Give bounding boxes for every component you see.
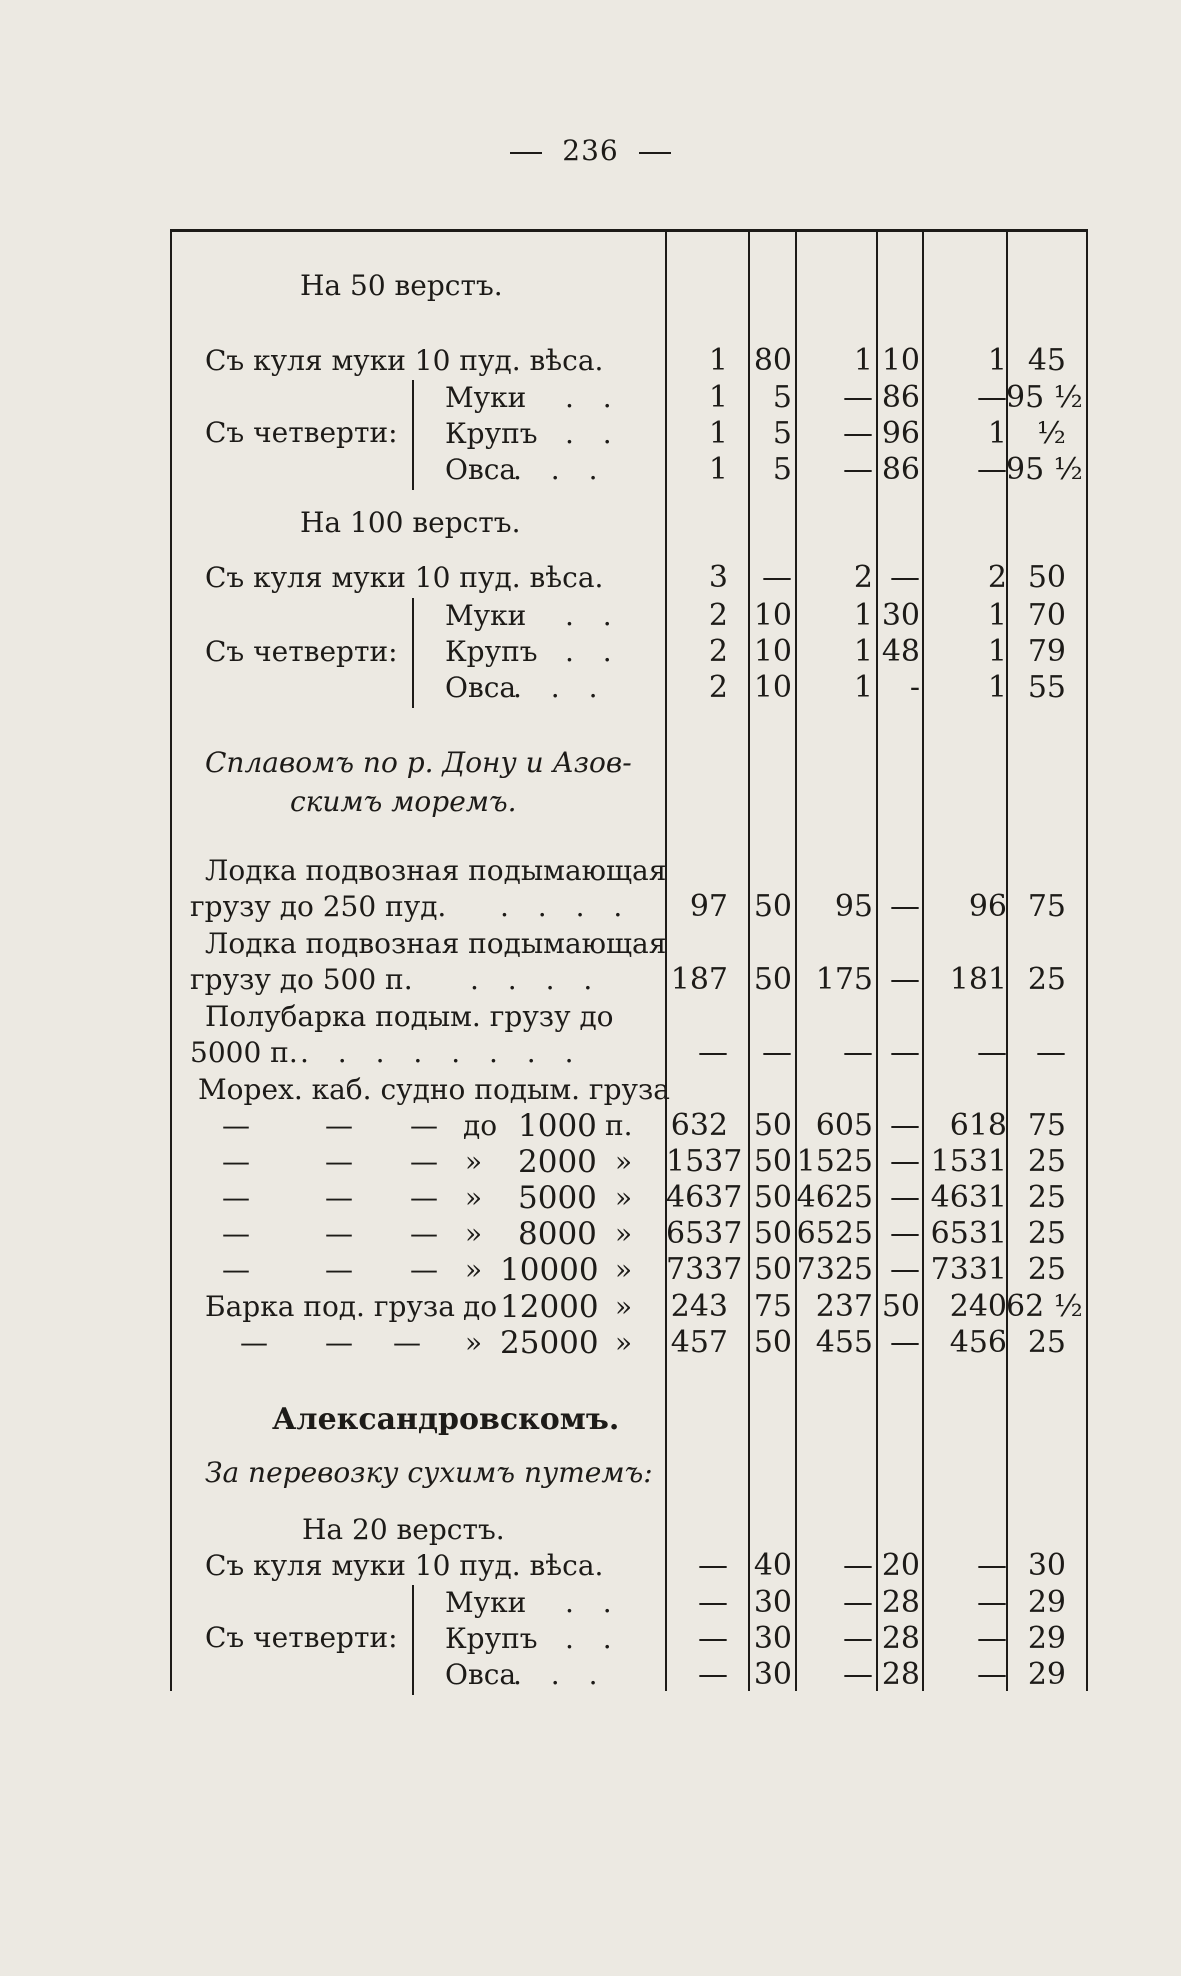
heading-100: На 100 верстъ. [300,506,521,539]
qty: 10000 [500,1252,599,1288]
cell-kop-1: 10 [753,598,792,633]
cell-rub-2: 237 [815,1289,873,1324]
cell-kop-1: 50 [753,1252,792,1287]
cell-rub-3: — [977,1585,1007,1620]
row-label: Муки [445,381,527,414]
cell-rub-3: 1 [987,634,1007,669]
cell-kop-2: 30 [881,598,920,633]
table-row [0,1108,1181,1144]
cell-rub-1: — [698,1657,728,1692]
cell-rub-2: — [843,1585,873,1620]
cell-kop-3: 25 [1027,1325,1066,1360]
ditto-dash: — [222,1253,250,1286]
row-label: Крупъ [445,635,538,668]
moreh-label: Морех. каб. судно подым. груза [198,1073,670,1106]
cell-kop-2: 50 [881,1289,920,1324]
cell-kop-3: ½ [1036,416,1066,451]
cell-kop-3: 75 [1027,889,1066,924]
cell-rub-1: 1 [708,380,728,415]
cell-rub-3: 1 [987,598,1007,633]
cell-kop-2: — [890,1180,920,1215]
cell-rub-2: 2 [853,560,873,595]
cell-rub-2: 605 [815,1108,873,1143]
ditto-dash: — [325,1217,353,1250]
lodka1-label-cont: грузу до 250 пуд. [190,890,447,923]
ditto-dash: — [222,1217,250,1250]
cell-kop-3: 29 [1027,1657,1066,1692]
section-heading [0,505,1181,541]
cell-rub-1: 457 [670,1325,728,1360]
row-label: Овса [445,671,517,704]
cell-rub-3: — [977,1035,1007,1070]
unit: » [615,1326,633,1359]
table-top-rule [170,229,1088,232]
ditto-dash: — [410,1181,438,1214]
table-row [0,1325,1181,1361]
cell-rub-2: 1 [853,598,873,633]
cell-rub-2: 1525 [796,1144,873,1179]
polubarka-label-cont: 5000 п. [190,1036,298,1069]
cell-kop-3: 29 [1027,1585,1066,1620]
cell-kop-1: 50 [753,1144,792,1179]
qty: 25000 [500,1325,599,1361]
cell-kop-2: 10 [881,343,920,378]
heading-20: На 20 верстъ. [302,1513,505,1546]
cell-rub-1: 4637 [666,1180,743,1215]
cell-kop-2: 20 [881,1548,920,1583]
cell-kop-2: 28 [881,1621,920,1656]
cell-kop-2: — [890,560,920,595]
cell-kop-1: 50 [753,1180,792,1215]
cell-kop-3: 29 [1027,1621,1066,1656]
table-row: Овса . . . 1 5 — 86 — 95 ½ [445,452,1083,487]
cell-rub-3: 4631 [930,1180,1007,1215]
cell-rub-2: 1 [853,634,873,669]
cell-kop-3: 25 [1027,962,1066,997]
cell-kop-2: — [890,1144,920,1179]
ditto-dash: — [325,1181,353,1214]
cell-kop-1: 30 [753,1657,792,1692]
cell-rub-3: — [977,452,1007,487]
row-label: Муки [445,599,527,632]
barka-label: Барка под. груза [205,1290,455,1323]
row-label: Съ куля муки 10 пуд. вѣса. [205,344,604,377]
cell-kop-3: 62 ½ [1006,1289,1083,1324]
cell-rub-2: — [843,452,873,487]
table-row: Муки . . — 30 — 28 — 29 [445,1585,1066,1620]
cell-kop-2: 28 [881,1657,920,1692]
ditto-dash: — [325,1145,353,1178]
cell-rub-1: 1 [708,343,728,378]
table-row: Муки . . 2 10 1 30 1 70 [445,598,1066,633]
table-row: Овса . . . — 30 — 28 — 29 [445,1657,1066,1692]
table-row: Крупъ . . — 30 — 28 — 29 [445,1621,1066,1656]
ditto-dash: — [325,1109,353,1142]
cell-rub-1: 97 [689,889,728,924]
cell-kop-2: — [890,889,920,924]
cell-rub-2: 175 [815,962,873,997]
cell-kop-2: 28 [881,1585,920,1620]
cell-rub-3: 96 [968,889,1007,924]
table-row: Крупъ . . 2 10 1 48 1 79 [445,634,1066,669]
cell-rub-2: 7325 [796,1252,873,1287]
unit: п. [605,1109,633,1142]
cell-kop-3: 50 [1027,560,1066,595]
cell-rub-3: 6531 [930,1216,1007,1251]
cell-rub-1: 187 [670,962,728,997]
cell-rub-2: — [843,380,873,415]
cell-kop-1: 40 [753,1548,792,1583]
page-number-value: 236 [562,134,619,167]
unit: » [615,1145,633,1178]
cell-rub-1: 632 [670,1108,728,1143]
cell-kop-3: 30 [1027,1548,1066,1583]
lodka2-label-cont: грузу до 500 п. [190,963,413,996]
qty: 1000 [518,1108,597,1144]
ditto-dash: — [410,1253,438,1286]
lodka2-label: Лодка подвозная подымающая [205,927,667,960]
cell-kop-1: 50 [753,962,792,997]
cell-kop-2: — [890,1035,920,1070]
table-row: Муки . . 1 5 — 86 — 95 ½ [445,380,1083,415]
cell-kop-1: 50 [753,889,792,924]
alex-subheading: За перевозку сухимъ путемъ: [205,1456,653,1489]
cell-rub-2: — [843,1621,873,1656]
cell-kop-3: 25 [1027,1216,1066,1251]
ditto-dash: — [222,1181,250,1214]
cell-kop-1: 80 [753,343,792,378]
heading-50: На 50 верстъ. [300,269,503,302]
cell-rub-3: 2 [987,560,1007,595]
cell-rub-1: 6537 [666,1216,743,1251]
cell-rub-3: — [977,1548,1007,1583]
row-label: Крупъ [445,417,538,450]
cell-rub-3: 456 [949,1325,1007,1360]
cell-rub-3: 7331 [930,1252,1007,1287]
cell-kop-3: 70 [1027,598,1066,633]
ditto-dash: — [222,1109,250,1142]
cell-kop-3: 25 [1027,1180,1066,1215]
cell-rub-1: — [698,1585,728,1620]
lodka1-label: Лодка подвозная подымающая [205,854,667,887]
cell-kop-1: 30 [753,1621,792,1656]
row-label: Муки [445,1586,527,1619]
qty: 2000 [518,1144,597,1180]
cell-rub-3: 1 [987,670,1007,705]
cell-kop-2: — [890,1108,920,1143]
cell-kop-1: 50 [753,1216,792,1251]
unit: » [615,1217,633,1250]
cell-rub-2: — [843,1035,873,1070]
table-row: грузу до 500 п. . . . . 187 50 175 — 181 25 [190,962,1066,997]
dash-right [639,152,671,154]
cell-kop-3: 25 [1027,1252,1066,1287]
row-label: Овса [445,453,517,486]
dash-left [510,152,542,154]
ditto-dash: — [410,1145,438,1178]
cell-kop-3: 45 [1027,343,1066,378]
do-label: » [465,1326,483,1359]
cell-kop-2: — [890,1252,920,1287]
unit: » [615,1290,633,1323]
table-row: грузу до 250 пуд. . . . . 97 50 95 — 96 75 [190,889,1066,924]
cell-rub-2: 4625 [796,1180,873,1215]
table-row [0,560,1181,596]
chetverti-label: Съ четверти: [205,635,398,668]
do-label: » [465,1253,483,1286]
cell-rub-2: 455 [815,1325,873,1360]
cell-rub-3: — [977,1657,1007,1692]
do-label: до [463,1109,498,1142]
cell-kop-1: 5 [772,416,792,451]
cell-rub-1: 3 [708,560,728,595]
table-row [0,1180,1181,1216]
qty: 5000 [518,1180,597,1216]
cell-rub-2: 1 [853,343,873,378]
ditto-dash: — [325,1253,353,1286]
cell-rub-2: 95 [834,889,873,924]
table-row [0,1289,1181,1325]
cell-rub-2: 1 [853,670,873,705]
cell-rub-1: 2 [708,670,728,705]
qty: 12000 [500,1289,599,1325]
cell-kop-2: - [909,670,920,705]
cell-kop-3: 79 [1027,634,1066,669]
cell-kop-1: 10 [753,634,792,669]
cell-rub-1: 243 [670,1289,728,1324]
cell-kop-3: 55 [1027,670,1066,705]
do-label: » [465,1217,483,1250]
cell-rub-3: — [977,1621,1007,1656]
chetverti-label: Съ четверти: [205,1621,398,1654]
cell-kop-1: 30 [753,1585,792,1620]
row-label: Съ куля муки 10 пуд. вѣса. [205,1549,604,1582]
table-row [0,1252,1181,1288]
table-row [0,1548,1181,1584]
table-row: 5000 п. . . . . . . . . — — — — — — [190,1035,1066,1070]
cell-rub-3: 240 [949,1289,1007,1324]
cell-kop-2: 48 [881,634,920,669]
table-row [0,1216,1181,1252]
cell-rub-1: — [698,1621,728,1656]
table-row [0,1144,1181,1180]
cell-rub-1: 7337 [666,1252,743,1287]
unit: » [615,1181,633,1214]
page-number [0,134,1181,167]
ditto-dash: — [410,1217,438,1250]
cell-rub-3: 618 [949,1108,1007,1143]
ditto-dash: — [410,1109,438,1142]
cell-kop-1: 10 [753,670,792,705]
alex-heading: Александровскомъ. [272,1402,620,1437]
cell-rub-3: — [977,380,1007,415]
do-label: » [465,1181,483,1214]
cell-rub-2: — [843,1657,873,1692]
row-label: Крупъ [445,1622,538,1655]
table-row: Овса . . . 2 10 1 - 1 55 [445,670,1066,705]
cell-rub-2: — [843,1548,873,1583]
cell-kop-1: — [762,560,792,595]
cell-rub-2: — [843,416,873,451]
ditto-dash: — [325,1326,353,1359]
ditto-dash: — [393,1326,421,1359]
ditto-dash: — [222,1145,250,1178]
cell-kop-3: 95 ½ [1006,380,1083,415]
chetverti-label: Съ четверти: [205,416,398,449]
cell-rub-1: 1537 [666,1144,743,1179]
cell-kop-3: — [1036,1035,1066,1070]
cell-kop-2: — [890,1216,920,1251]
cell-rub-3: 1 [987,416,1007,451]
cell-kop-2: 86 [881,452,920,487]
cell-rub-1: 2 [708,634,728,669]
cell-rub-1: 2 [708,598,728,633]
do-label: до [463,1290,498,1323]
cell-kop-2: — [890,1325,920,1360]
cell-kop-1: 75 [753,1289,792,1324]
do-label: » [465,1145,483,1178]
cell-rub-1: — [698,1548,728,1583]
cell-kop-1: 50 [753,1108,792,1143]
cell-kop-1: 5 [772,380,792,415]
row-label: Овса [445,1658,517,1691]
cell-rub-3: 1531 [930,1144,1007,1179]
splav-heading: Сплавомъ по р. Дону и Азов- [205,746,632,779]
cell-kop-3: 75 [1027,1108,1066,1143]
cell-kop-1: 5 [772,452,792,487]
ditto-dash: — [240,1326,268,1359]
cell-kop-2: — [890,962,920,997]
row-label: Съ куля муки 10 пуд. вѣса. [205,561,604,594]
qty: 8000 [518,1216,597,1252]
cell-rub-2: 6525 [796,1216,873,1251]
section-heading [0,268,1181,304]
cell-rub-3: 1 [987,343,1007,378]
cell-rub-1: 1 [708,416,728,451]
cell-kop-3: 25 [1027,1144,1066,1179]
cell-kop-1: 50 [753,1325,792,1360]
cell-kop-2: 86 [881,380,920,415]
cell-kop-1: — [762,1035,792,1070]
splav-heading-cont: скимъ моремъ. [290,785,517,818]
cell-rub-3: 181 [949,962,1007,997]
table-row: Крупъ . . 1 5 — 96 1 ½ [445,416,1066,451]
unit: » [615,1253,633,1286]
polubarka-label: Полубарка подым. грузу до [205,1000,614,1033]
table-row [0,343,1181,379]
cell-rub-1: 1 [708,452,728,487]
cell-kop-2: 96 [881,416,920,451]
cell-kop-3: 95 ½ [1006,452,1083,487]
cell-rub-1: — [698,1035,728,1070]
